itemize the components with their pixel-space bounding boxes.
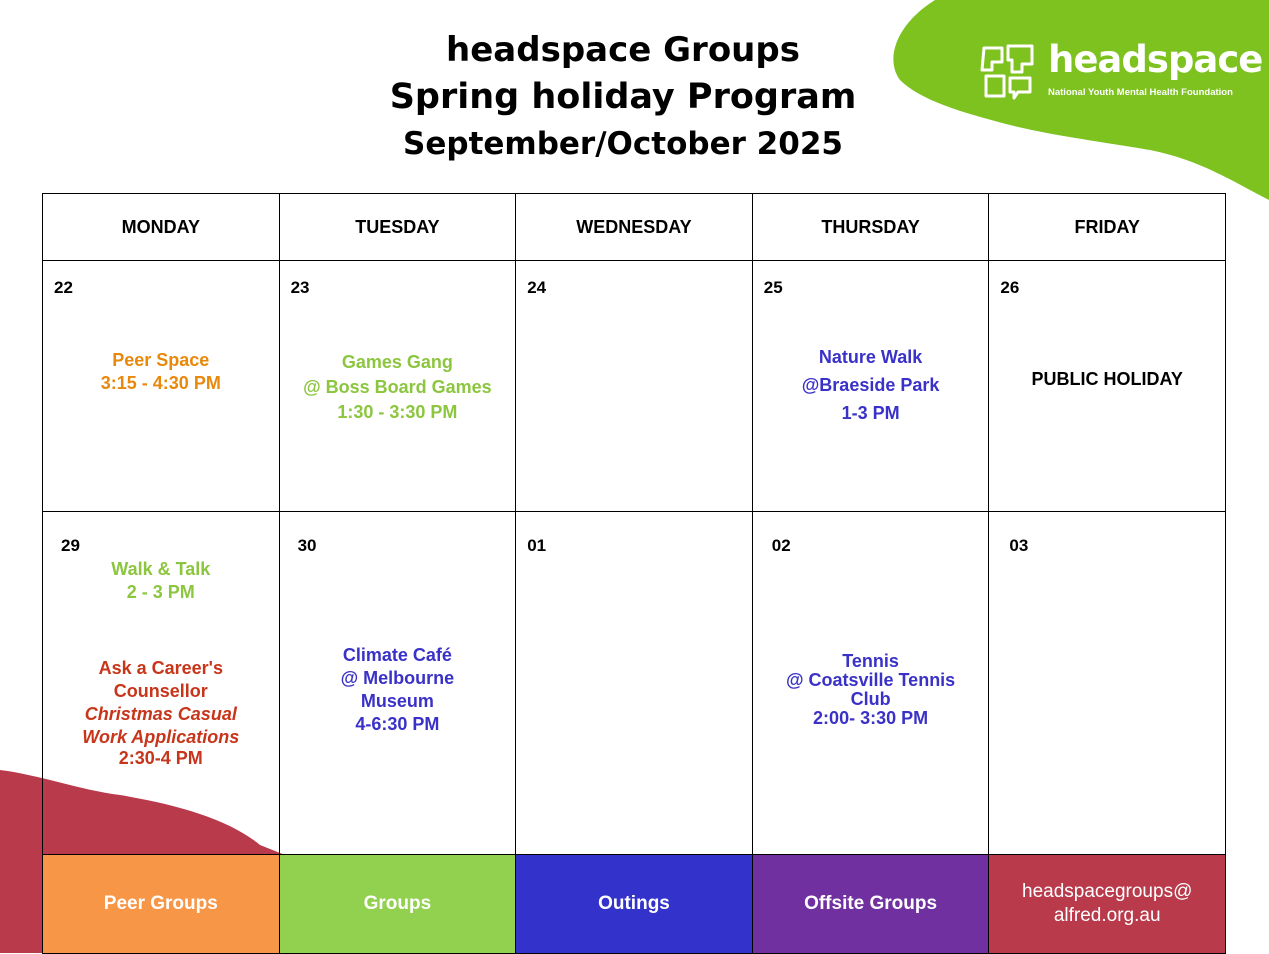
- day-cell: [279, 261, 516, 512]
- event-location: @ Coatsville Tennis: [785, 670, 956, 690]
- day-number: 03: [1009, 536, 1029, 555]
- event-title: Peer Space: [112, 350, 210, 370]
- event-title: Ask a Career's: [98, 658, 223, 678]
- weekday-header: THURSDAY: [752, 194, 989, 261]
- weekday-header-row: [43, 194, 1226, 261]
- weekday-header: FRIDAY: [989, 194, 1226, 261]
- event-title: Climate Café: [342, 645, 452, 665]
- day-cell: [989, 512, 1226, 855]
- contact-email-line: alfred.org.au: [1053, 905, 1161, 926]
- event-time: 1:30 - 3:30 PM: [337, 402, 458, 422]
- day-number: 02: [771, 536, 791, 555]
- day-cell: [752, 512, 989, 855]
- day-number: 29: [61, 536, 80, 555]
- event-time: 2:30-4 PM: [118, 748, 203, 768]
- event-tennis: [753, 652, 989, 728]
- calendar-table: [42, 193, 1226, 954]
- legend-contact-email[interactable]: [989, 855, 1226, 954]
- day-number: 30: [297, 536, 317, 555]
- legend-offsite-groups: Offsite Groups: [752, 855, 989, 954]
- week-row: [43, 512, 1226, 855]
- headspace-logo-icon: [978, 42, 1038, 100]
- event-time: 4-6:30 PM: [355, 714, 440, 734]
- weekday-header: WEDNESDAY: [516, 194, 753, 261]
- day-cell: [279, 512, 516, 855]
- event-games-gang: [280, 350, 516, 425]
- event-subtitle: Christmas Casual: [84, 704, 237, 724]
- day-number: 01: [527, 536, 547, 555]
- legend-row: [43, 855, 1226, 954]
- event-title: PUBLIC HOLIDAY: [1031, 369, 1183, 389]
- event-time: 2:00- 3:30 PM: [813, 708, 929, 728]
- event-location: Museum: [360, 691, 434, 711]
- day-cell: [516, 512, 753, 855]
- event-subtitle: Work Applications: [82, 727, 240, 747]
- page-date-range: September/October 2025: [403, 126, 843, 162]
- legend-outings: Outings: [516, 855, 753, 954]
- event-time: 2 - 3 PM: [126, 582, 195, 602]
- event-title: Walk & Talk: [111, 559, 211, 579]
- week-row: [43, 261, 1226, 512]
- weekday-header: TUESDAY: [279, 194, 516, 261]
- day-cell: [43, 261, 280, 512]
- event-time: 3:15 - 4:30 PM: [100, 373, 221, 393]
- day-cell: [989, 261, 1226, 512]
- day-number: 22: [54, 278, 73, 297]
- logo-wordmark: headspace: [1048, 38, 1263, 81]
- day-cell: [43, 512, 280, 855]
- event-title: Games Gang: [341, 352, 453, 372]
- event-title: Nature Walk: [818, 347, 923, 367]
- contact-email-line: headspacegroups@: [1022, 881, 1193, 902]
- event-walk-talk: [43, 558, 279, 604]
- legend-groups: Groups: [279, 855, 516, 954]
- day-number: 23: [290, 278, 310, 297]
- day-cell: [516, 261, 753, 512]
- page-subtitle: Spring holiday Program: [389, 77, 857, 117]
- event-career-counsellor: [43, 657, 279, 767]
- event-title: Tennis: [842, 651, 899, 671]
- logo-tagline: National Youth Mental Health Foundation: [1048, 87, 1233, 98]
- event-nature-walk: [753, 343, 989, 427]
- event-peer-space: [43, 349, 279, 395]
- event-location: @ Boss Board Games: [303, 377, 492, 397]
- page-title: headspace Groups: [446, 30, 800, 70]
- headspace-logo: [978, 38, 1263, 102]
- day-number: 25: [763, 278, 783, 297]
- event-location: @ Melbourne: [340, 668, 455, 688]
- weekday-header: MONDAY: [43, 194, 280, 261]
- event-time: 1-3 PM: [841, 403, 900, 423]
- event-climate-cafe: [280, 644, 516, 736]
- event-location: @Braeside Park: [801, 375, 940, 395]
- event-location: Club: [850, 689, 891, 709]
- event-public-holiday: [989, 368, 1225, 391]
- legend-peer-groups: Peer Groups: [43, 855, 280, 954]
- day-number: 24: [527, 278, 547, 297]
- day-cell: [752, 261, 989, 512]
- event-title: Counsellor: [113, 681, 208, 701]
- day-number: 26: [1000, 278, 1020, 297]
